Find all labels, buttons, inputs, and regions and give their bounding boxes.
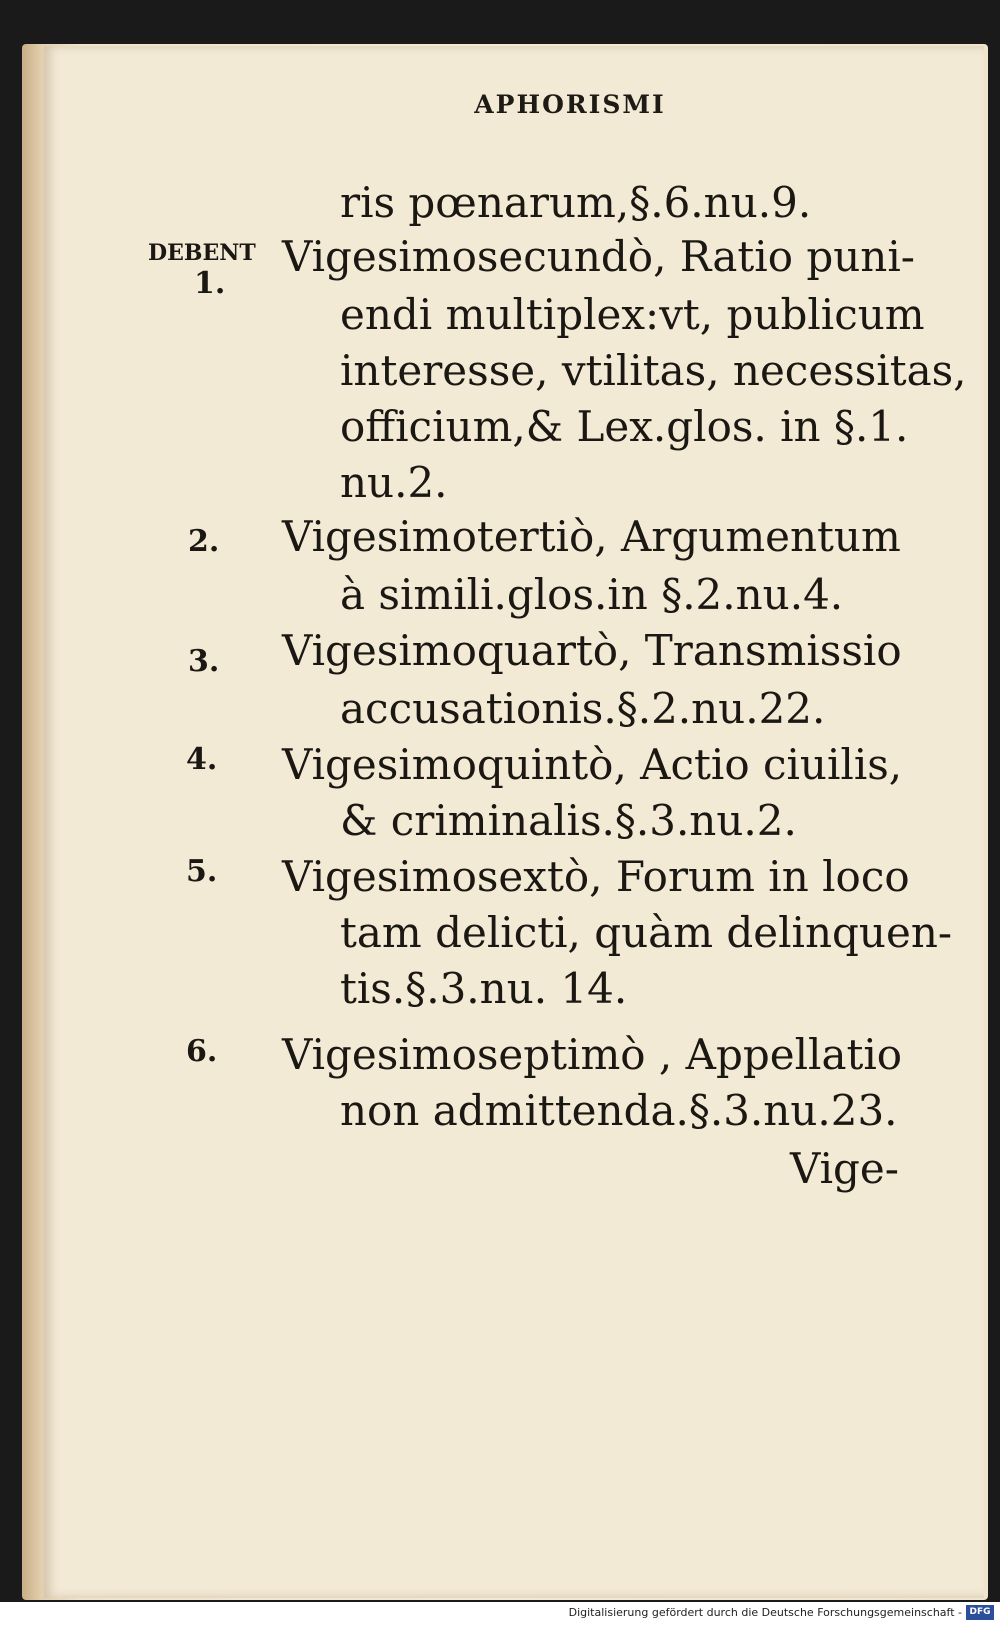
item-number-4: 4. [186, 742, 218, 777]
text-line: ris pœnarum,§.6.nu.9. [340, 178, 812, 227]
text-line: tis.§.3.nu. 14. [340, 964, 628, 1013]
running-head: APHORISMI [474, 90, 666, 119]
text-line: interesse, vtilitas, necessitas, [340, 346, 967, 395]
text-line: Vigesimoquintò, Actio ciuilis, [282, 740, 903, 789]
text-line: accusationis.§.2.nu.22. [340, 684, 826, 733]
text-line: nu.2. [340, 458, 448, 507]
item-number-5: 5. [186, 854, 218, 889]
text-line: tam delicti, quàm delinquen- [340, 908, 953, 957]
text-line: Vigesimotertiò, Argumentum [282, 512, 901, 561]
text-line: Vigesimosextò, Forum in loco [282, 852, 910, 901]
text-line: endi multiplex:vt, publicum [340, 290, 925, 339]
margin-note: DEBENT [148, 240, 256, 266]
text-line: officium,& Lex.glos. in §.1. [340, 402, 909, 451]
text-line: Vigesimoquartò, Transmissio [282, 626, 902, 675]
text-line: & criminalis.§.3.nu.2. [340, 796, 797, 845]
footer-credit: Digitalisierung gefördert durch die Deutsche Forschungsgemeinschaft - [568, 1606, 962, 1619]
dfg-logo: DFG [966, 1605, 994, 1620]
item-number-6: 6. [186, 1034, 218, 1069]
text-line: Vigesimoseptimò , Appellatio [282, 1030, 903, 1079]
item-number-2: 2. [188, 524, 220, 559]
footer-bar [0, 1602, 1000, 1625]
text-line: à simili.glos.in §.2.nu.4. [340, 570, 844, 619]
catchword: Vige- [790, 1144, 899, 1193]
text-line: non admittenda.§.3.nu.23. [340, 1086, 898, 1135]
text-line: Vigesimosecundò, Ratio puni- [282, 232, 915, 281]
item-number-3: 3. [188, 644, 220, 679]
item-number-1: 1. [194, 266, 226, 301]
